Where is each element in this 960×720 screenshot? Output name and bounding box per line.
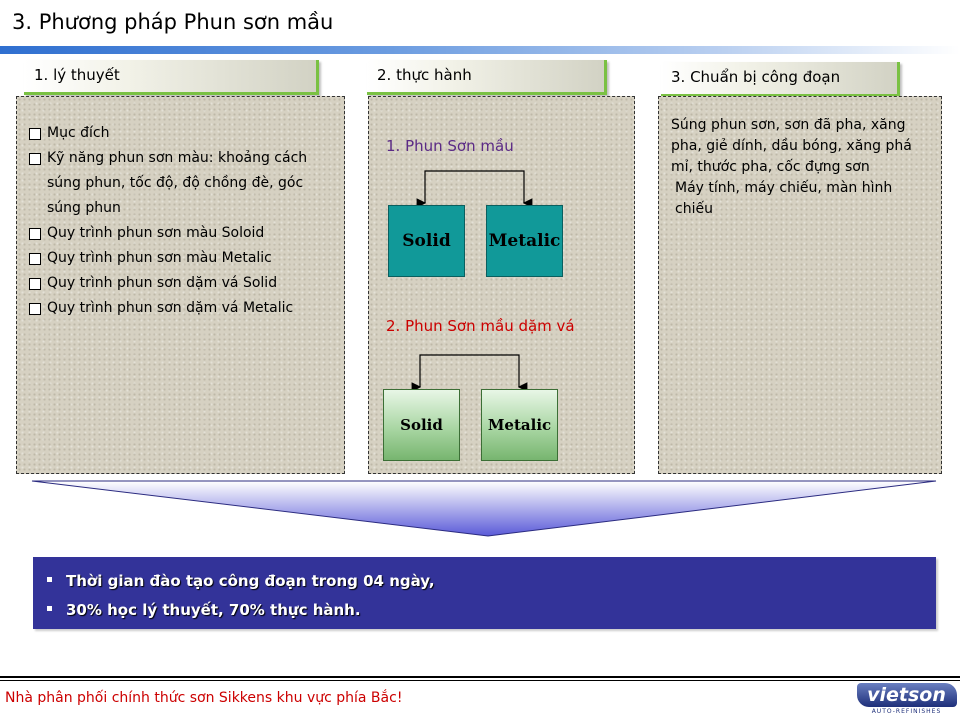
preparation-tools: Súng phun sơn, sơn đã pha, xăng pha, giẻ dính, dầu bóng, xăng phá mỉ, thước pha, cốc đựng sơn — [671, 117, 912, 175]
practice-heading-1: 1. Phun Sơn mầu — [386, 137, 514, 155]
funnel-arrow-shape — [30, 478, 940, 540]
practice-heading-2: 2. Phun Sơn mầu dặm vá — [386, 317, 575, 335]
theory-item: Quy trình phun sơn màu Metalic — [29, 246, 329, 271]
summary-box — [33, 557, 936, 629]
logo-wordmark: vietson — [867, 684, 946, 706]
preparation-text — [671, 115, 931, 220]
practice-panel — [368, 96, 635, 474]
tab-preparation — [661, 62, 900, 97]
theory-item: Quy trình phun sơn dặm vá Solid — [29, 271, 329, 296]
tab-practice — [367, 60, 607, 95]
title-underline-bar — [0, 46, 960, 54]
tab-preparation-label: 3. Chuẩn bị công đoạn — [671, 68, 841, 86]
vietson-logo — [855, 683, 958, 719]
bullet-icon — [47, 577, 52, 582]
metalic-repair-box: Metalic — [481, 389, 558, 461]
page-title: 3. Phương pháp Phun sơn mầu — [12, 10, 334, 34]
checkbox-icon — [29, 253, 41, 265]
checkbox-icon — [29, 128, 41, 140]
theory-list — [29, 121, 329, 321]
footer-divider-thin — [0, 680, 960, 681]
footer-divider — [0, 676, 960, 678]
theory-panel — [16, 96, 345, 474]
checkbox-icon — [29, 303, 41, 315]
metalic-box: Metalic — [486, 205, 563, 277]
preparation-equipment: Máy tính, máy chiếu, màn hình chiếu — [675, 180, 893, 217]
tab-practice-label: 2. thực hành — [377, 66, 472, 84]
theory-item: Mục đích — [29, 121, 329, 146]
theory-item: Kỹ năng phun sơn màu: khoảng cách súng phun, tốc độ, độ chồng đè, góc súng phun — [29, 146, 329, 221]
checkbox-icon — [29, 278, 41, 290]
checkbox-icon — [29, 228, 41, 240]
theory-item: Quy trình phun sơn màu Soloid — [29, 221, 329, 246]
bullet-icon — [47, 606, 52, 611]
logo-tagline: AUTO-REFINISHES — [871, 708, 942, 715]
summary-item: Thời gian đào tạo công đoạn trong 04 ngày, — [47, 567, 435, 596]
preparation-panel — [658, 96, 942, 474]
theory-item: Quy trình phun sơn dặm vá Metalic — [29, 296, 329, 321]
summary-list — [47, 567, 435, 625]
checkbox-icon — [29, 153, 41, 165]
solid-box: Solid — [388, 205, 465, 277]
tab-theory-label: 1. lý thuyết — [34, 66, 120, 84]
solid-repair-box: Solid — [383, 389, 460, 461]
summary-item: 30% học lý thuyết, 70% thực hành. — [47, 596, 435, 625]
tab-theory — [24, 60, 319, 95]
footer-text: Nhà phân phối chính thức sơn Sikkens khu vực phía Bắc! — [5, 690, 403, 706]
